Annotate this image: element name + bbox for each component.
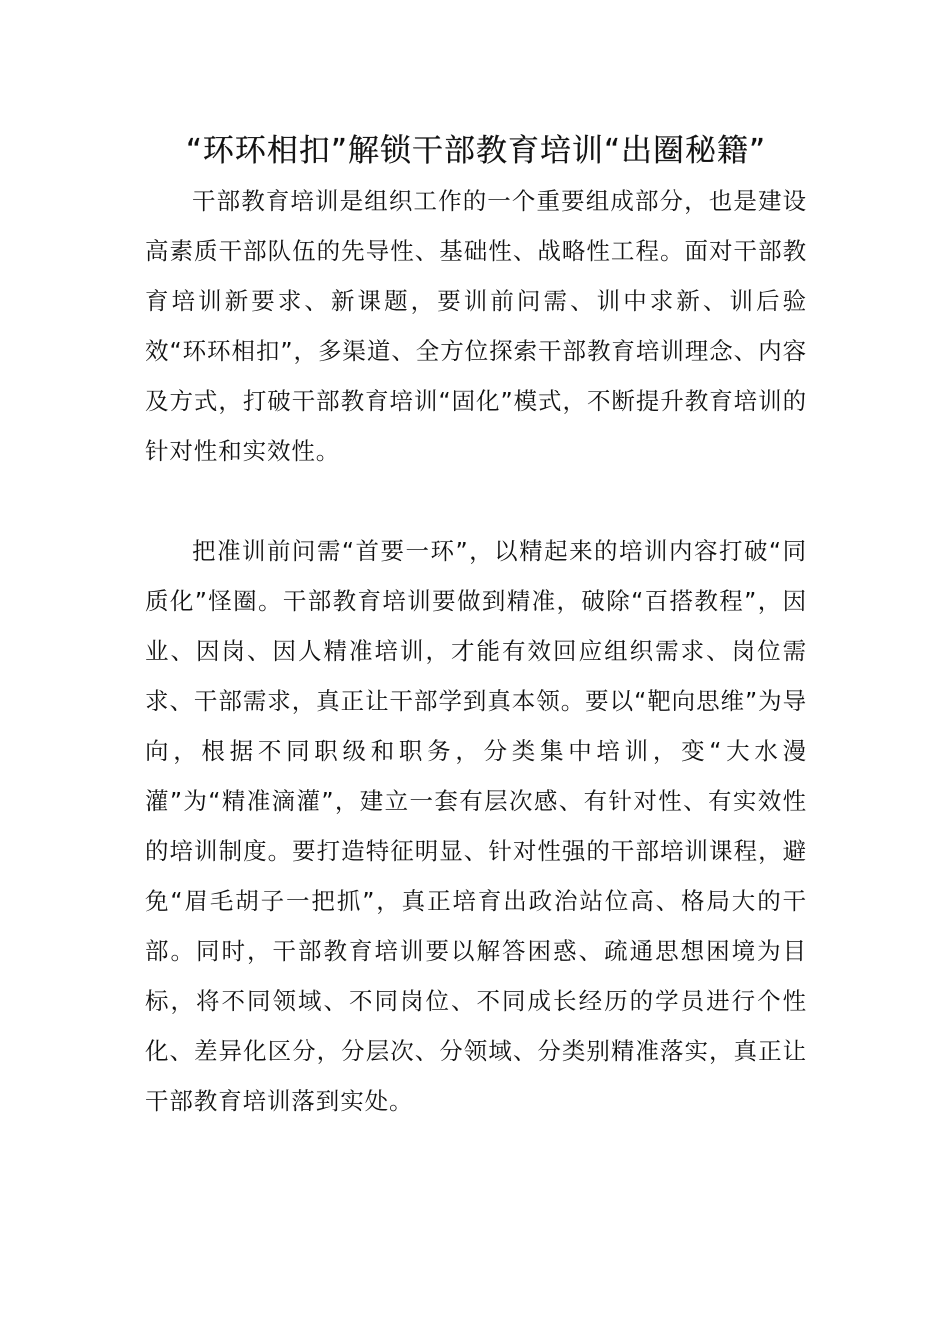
paragraph-intro: 干部教育培训是组织工作的一个重要组成部分，也是建设高素质干部队伍的先导性、基础性、战略性工程。面对干部教育培训新要求、新课题，要训前问需、训中求新、训后验效“环环相扣”，多渠道、全方位探索干部教育培训理念、内容及方式，打破干部教育培训“固化”模式，不断提升教育培训的针对性和实效性。 <box>145 187 807 465</box>
paragraph-first-section: 把准训前问需“首要一环”，以精起来的培训内容打破“同质化”怪圈。干部教育培训要做到精准，破除“百搭教程”，因业、因岗、因人精准培训，才能有效回应组织需求、岗位需求、干部需求，真正让干部学到真本领。要以“靶向思维”为导向，根据不同职级和职务，分类集中培训，变“大水漫灌”为“精准滴灌”，建立一套有层次感、有针对性、有实效性的培训制度。要打造特征明显、针对性强的干部培训课程，避免“眉毛胡子一把抓”，真正培育出政治站位高、格局大的干部。同时，干部教育培训要以解答困惑、疏通思想困境为目标，将不同领域、不同岗位、不同成长经历的学员进行个性化、差异化区分，分层次、分领域、分类别精准落实，真正让干部教育培训落到实处。 <box>145 537 807 1115</box>
document-body <box>145 128 807 1126</box>
document-title: “环环相扣”解锁干部教育培训“出圈秘籍” <box>185 133 767 169</box>
